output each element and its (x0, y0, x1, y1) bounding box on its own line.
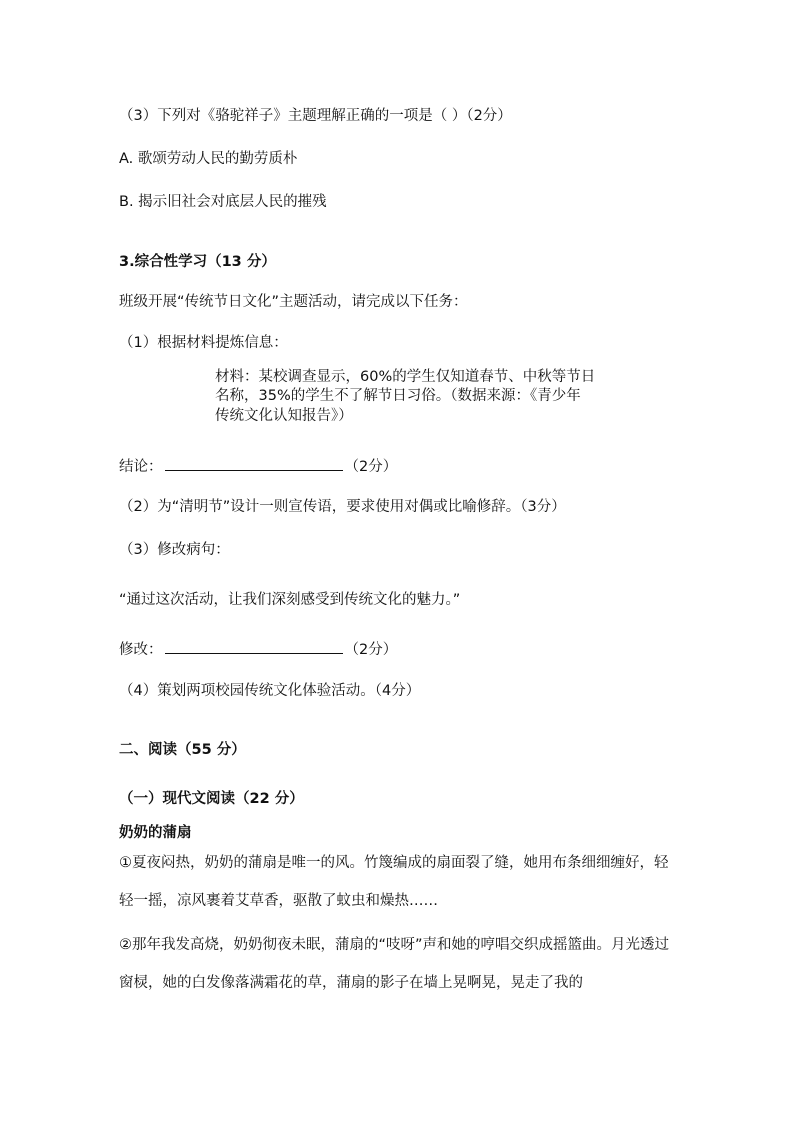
material-line-3: 传统文化认知报告》） (215, 408, 353, 424)
task-4: （4）策划两项校园传统文化体验活动。（4分） (119, 683, 421, 699)
material-line-2: 名称，35%的学生不了解节日习俗。（数据来源：《青少年 (215, 388, 581, 404)
conclusion-line (119, 456, 397, 477)
faulty-sentence: “通过这次活动，让我们深刻感受到传统文化的魅力。” (119, 592, 461, 608)
article-paragraph-2: ②那年我发高烧，奶奶彻夜未眠，蒲扇的“吱呀”声和她的哼唱交织成摇篮曲。月光透过窗棂，她的白发像落满霜花的草，蒲扇的影子在墙上晃啊晃，晃走了我的 (119, 937, 670, 991)
conclusion-score: （2分） (344, 459, 398, 475)
revise-label: 修改： (119, 642, 163, 658)
task-2: （2）为“清明节”设计一则宣传语，要求使用对偶或比喻修辞。（3分） (119, 499, 566, 515)
option-a: A. 歌颂劳动人民的勤劳质朴 (119, 151, 298, 167)
task-1: （1）根据材料提炼信息： (119, 335, 288, 351)
question-3-stem: （3）下列对《骆驼祥子》主题理解正确的一项是（ ）（2分） (119, 108, 512, 124)
article-paragraph-1: ①夏夜闷热，奶奶的蒲扇是唯一的风。竹篾编成的扇面裂了缝，她用布条细细缠好，轻轻一摇，凉风裹着艾草香，驱散了蚊虫和燥热…… (119, 855, 669, 909)
article-title: 奶奶的蒲扇 (119, 825, 192, 841)
section-heading-reading: 二、阅读（55 分） (119, 742, 246, 758)
conclusion-answer-blank[interactable] (165, 456, 343, 471)
option-b: B. 揭示旧社会对底层人民的摧残 (119, 194, 327, 210)
material-line-1: 材料：某校调查显示，60%的学生仅知道春节、中秋等节日 (215, 369, 596, 385)
revise-answer-blank[interactable] (165, 639, 343, 654)
conclusion-label: 结论： (119, 459, 163, 475)
subheading-modern-reading: （一）现代文阅读（22 分） (119, 791, 304, 807)
revise-line (119, 639, 397, 660)
section-intro: 班级开展“传统节日文化”主题活动，请完成以下任务： (119, 294, 468, 310)
task-3: （3）修改病句： (119, 542, 230, 558)
section-heading-comprehensive-study: 3.综合性学习（13 分） (119, 254, 276, 270)
revise-score: （2分） (344, 642, 398, 658)
